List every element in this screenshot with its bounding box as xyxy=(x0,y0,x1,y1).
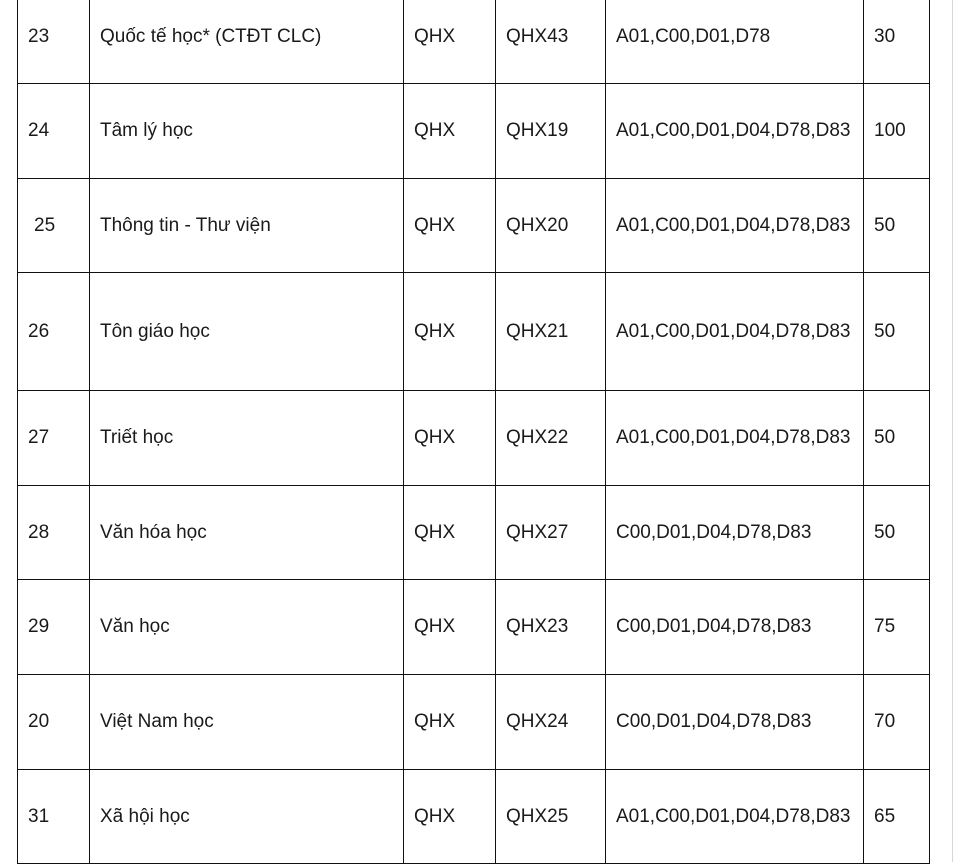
school-group: QHX xyxy=(404,84,496,179)
row-number: 28 xyxy=(18,486,90,580)
quota: 100 xyxy=(864,84,930,179)
major-code: QHX27 xyxy=(496,486,606,580)
row-number: 20 xyxy=(18,675,90,770)
subject-combinations: A01,C00,D01,D78 xyxy=(606,0,864,84)
quota: 65 xyxy=(864,770,930,864)
major-code: QHX22 xyxy=(496,391,606,486)
page-edge-divider xyxy=(952,0,953,862)
school-group: QHX xyxy=(404,179,496,273)
table-row xyxy=(18,84,930,179)
subject-combinations: A01,C00,D01,D04,D78,D83 xyxy=(606,273,864,391)
admission-table-container xyxy=(17,0,929,864)
row-number: 29 xyxy=(18,580,90,675)
table-row xyxy=(18,391,930,486)
subject-combinations: A01,C00,D01,D04,D78,D83 xyxy=(606,770,864,864)
row-number: 27 xyxy=(18,391,90,486)
row-number: 25 xyxy=(18,179,90,273)
major-name: Triết học xyxy=(90,391,404,486)
table-row xyxy=(18,580,930,675)
table-row xyxy=(18,179,930,273)
table-row xyxy=(18,770,930,864)
quota: 30 xyxy=(864,0,930,84)
school-group: QHX xyxy=(404,770,496,864)
major-name: Văn học xyxy=(90,580,404,675)
school-group: QHX xyxy=(404,580,496,675)
subject-combinations: C00,D01,D04,D78,D83 xyxy=(606,580,864,675)
major-name: Tôn giáo học xyxy=(90,273,404,391)
major-code: QHX24 xyxy=(496,675,606,770)
school-group: QHX xyxy=(404,273,496,391)
major-name: Văn hóa học xyxy=(90,486,404,580)
school-group: QHX xyxy=(404,391,496,486)
major-name: Việt Nam học xyxy=(90,675,404,770)
table-row xyxy=(18,0,930,84)
major-name: Quốc tế học* (CTĐT CLC) xyxy=(90,0,404,84)
quota: 50 xyxy=(864,273,930,391)
subject-combinations: A01,C00,D01,D04,D78,D83 xyxy=(606,391,864,486)
quota: 75 xyxy=(864,580,930,675)
major-code: QHX43 xyxy=(496,0,606,84)
subject-combinations: A01,C00,D01,D04,D78,D83 xyxy=(606,84,864,179)
major-name: Tâm lý học xyxy=(90,84,404,179)
subject-combinations: C00,D01,D04,D78,D83 xyxy=(606,675,864,770)
row-number: 23 xyxy=(18,0,90,84)
quota: 50 xyxy=(864,486,930,580)
major-code: QHX25 xyxy=(496,770,606,864)
subject-combinations: A01,C00,D01,D04,D78,D83 xyxy=(606,179,864,273)
table-row xyxy=(18,486,930,580)
quota: 70 xyxy=(864,675,930,770)
row-number: 24 xyxy=(18,84,90,179)
school-group: QHX xyxy=(404,675,496,770)
major-code: QHX21 xyxy=(496,273,606,391)
table-row xyxy=(18,273,930,391)
admission-table xyxy=(17,0,930,864)
major-code: QHX20 xyxy=(496,179,606,273)
subject-combinations: C00,D01,D04,D78,D83 xyxy=(606,486,864,580)
major-name: Thông tin - Thư viện xyxy=(90,179,404,273)
school-group: QHX xyxy=(404,486,496,580)
table-row xyxy=(18,675,930,770)
major-code: QHX23 xyxy=(496,580,606,675)
major-code: QHX19 xyxy=(496,84,606,179)
row-number: 31 xyxy=(18,770,90,864)
major-name: Xã hội học xyxy=(90,770,404,864)
quota: 50 xyxy=(864,391,930,486)
row-number: 26 xyxy=(18,273,90,391)
school-group: QHX xyxy=(404,0,496,84)
quota: 50 xyxy=(864,179,930,273)
